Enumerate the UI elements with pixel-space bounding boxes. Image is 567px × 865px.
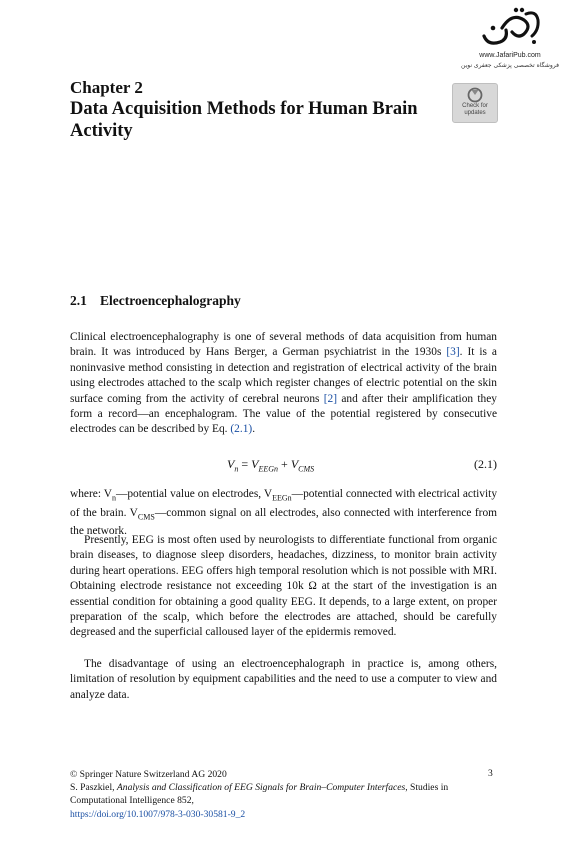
citation-link-2[interactable]: [2]: [323, 392, 338, 405]
section-heading: [70, 293, 241, 309]
publisher-logo: [460, 6, 560, 74]
check-line-1: Check for: [462, 103, 488, 109]
eq-term1: V: [251, 457, 259, 471]
eq-term2: V: [290, 457, 299, 471]
paragraph-1-text-a: Clinical electroencephalography is one of several methods of data acquisition from human brain. It was introduced by Hans Berger, a German psychiatrist in the 1930s: [70, 331, 497, 359]
check-line-2: updates: [464, 110, 486, 116]
paragraph-1-text-d: .: [252, 423, 256, 436]
eq-lhs: V: [227, 457, 235, 471]
chapter-label: Chapter 2: [70, 78, 143, 97]
equation-reference-link[interactable]: (2.1): [230, 423, 253, 436]
citation-author: S. Paszkiel,: [70, 782, 117, 794]
citation-series: , Studies in Computational Intelligence 852,: [70, 782, 449, 807]
p2-s3: CMS: [137, 511, 155, 521]
p2-w4: —common signal on all electrodes, also connected with interference from the network.: [70, 506, 497, 538]
p2-s2: EEGn: [272, 493, 292, 503]
check-updates-icon: [467, 87, 483, 103]
eq-plus: +: [278, 457, 291, 471]
paragraph-1-text-b: . It is a noninvasive method consisting in detection and registration of electrical activity of the brain using electrodes attached to the scalp which register changes of electric potential on the skin surface coming from the activity of cerebral neurons: [70, 346, 497, 405]
publisher-url: www.JafariPub.com: [479, 52, 541, 59]
eq-equals: =: [238, 457, 252, 471]
equation-2-1: [70, 457, 497, 475]
paragraph-4: The disadvantage of using an electroencephalograph in practice is, among others, limitation of resolution by equipment capabilities and the need to use a computer to view and analyze data.: [70, 658, 497, 701]
publisher-subtitle: فروشگاه تخصصی پزشکی جعفری نوین: [461, 62, 559, 69]
citation-link-3[interactable]: [3]: [446, 346, 460, 359]
p2-w3: —potential connected with electrical activity of the brain. V: [70, 488, 498, 519]
check-for-updates-text: [453, 103, 497, 117]
footer: [70, 768, 497, 821]
paragraph-3: Presently, EEG is most often used by neurologists to differentiate functional from organic brain diseases, to diagnose sleep disorders, headaches, dizziness, to monitor brain activity during heart operations. EEG offers high temporal resolution which is not possible with MRI. Obtaining electrode resistance not exceeding 10k Ω at the start of the investigation is an essential condition for obtaining a good quality EEG. It depends, to a large extent, on proper preparation of the scalp, which before the electrodes are attached, should be carefully degreased and the superficial calloused layer of the epidermis removed.: [70, 534, 497, 639]
copyright-line: © Springer Nature Switzerland AG 2020: [70, 769, 227, 780]
p2-w1: where: V: [70, 488, 112, 500]
page-number: 3: [488, 768, 493, 779]
eq-term2-sub: CMS: [298, 464, 315, 474]
eq-term1-sub: EEGn: [258, 464, 279, 474]
paragraph-2: [70, 487, 497, 540]
doi-link[interactable]: https://doi.org/10.1007/978-3-030-30581-9_2: [70, 808, 246, 820]
eq-lhs-sub: n: [234, 464, 239, 474]
chapter-title: Data Acquisition Methods for Human Brain Activity: [70, 99, 418, 141]
paragraph-1-text-c: and after their amplification they form a record—an encephalogram. The value of the potential registered by consecutive electrodes can be described by Eq.: [70, 392, 497, 436]
citation-title: Analysis and Classification of EEG Signals for Brain–Computer Interfaces: [116, 782, 406, 794]
section-title: Electroencephalography: [100, 293, 241, 308]
p2-s1: n: [111, 493, 116, 503]
publisher-logo-mark-icon: [478, 6, 542, 50]
p2-w2: —potential value on electrodes, V: [115, 488, 273, 500]
paragraph-1: [70, 330, 497, 438]
citation-line: [70, 781, 497, 807]
equation-expression: [227, 457, 314, 473]
section-number: 2.1: [70, 293, 87, 308]
equation-number: (2.1): [474, 457, 497, 471]
check-for-updates-badge[interactable]: [452, 83, 498, 123]
